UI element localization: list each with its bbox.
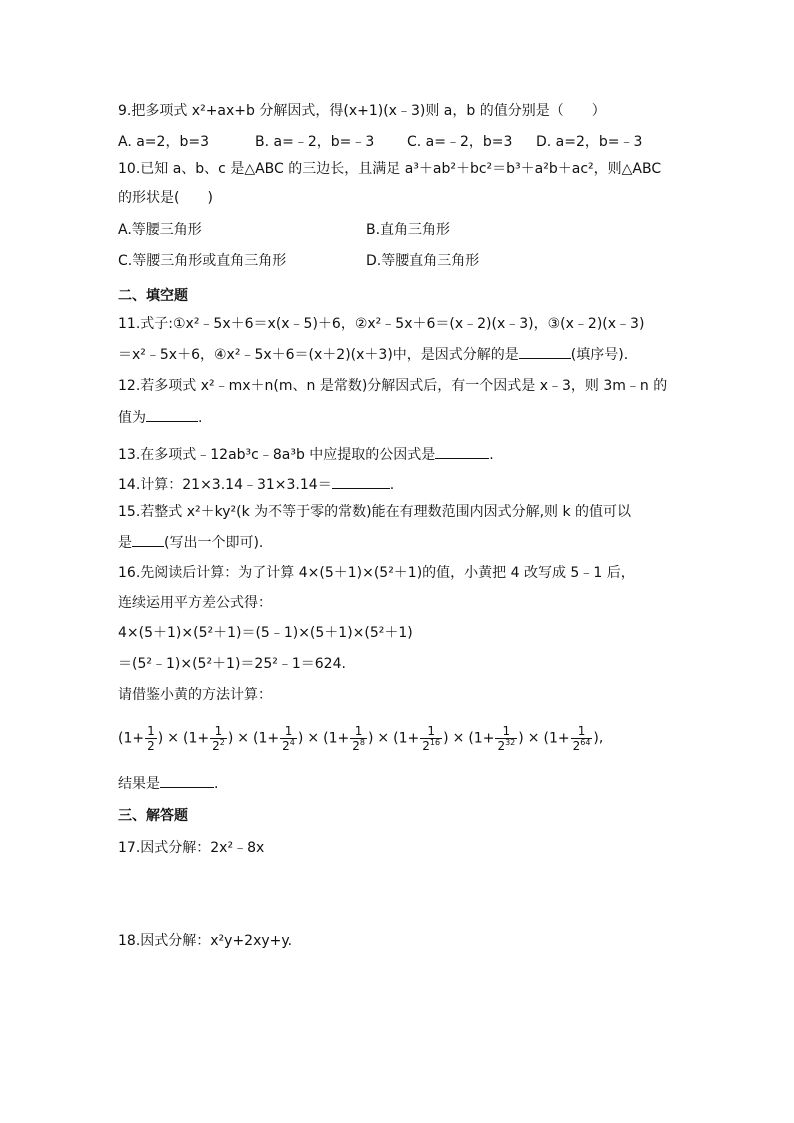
times-sign: × [452, 730, 465, 746]
q14-text: 14.计算：21×3.14﹣31×3.14＝ [118, 477, 332, 493]
q11-line1: 11.式子:①x²﹣5x＋6＝x(x﹣5)＋6，②x²﹣5x＋6＝(x﹣2)(x﹣3)，③(x﹣2)(x﹣3) [118, 316, 645, 332]
q15-line2-text: 是 [118, 535, 132, 551]
q10-option-d: D.等腰直角三角形 [366, 253, 480, 269]
q15-line2-tail: (写出一个即可). [164, 535, 264, 551]
times-sign: × [527, 730, 540, 746]
section-3-heading: 三、解答题 [118, 808, 188, 824]
q13-tail: . [489, 447, 494, 463]
q10-option-a: A.等腰三角形 [118, 222, 202, 238]
expression-tail: , [598, 730, 604, 746]
q11-answer-blank[interactable] [519, 344, 571, 359]
q16-result-line [118, 773, 218, 794]
q17-text: 17.因式分解：2x²﹣8x [118, 840, 265, 856]
q12-line1: 12.若多项式 x²﹣mx＋n(m、n 是常数)分解因式后，有一个因式是 x﹣3，则 3m﹣n 的 [118, 378, 668, 394]
times-sign: × [307, 730, 320, 746]
factor-1: (1+ $\frac{1}{2}$ ) [118, 723, 164, 753]
factor-5: (1+ $\frac{1}{2^{16}}$ ) [393, 723, 449, 753]
times-sign: × [167, 730, 179, 746]
q9-stem: 9.把多项式 x²+ax+b 分解因式，得(x+1)(x﹣3)则 a，b 的值分别是（ ） [118, 103, 606, 119]
q10-option-b: B.直角三角形 [366, 222, 451, 238]
factor-4: (1+ $\frac{1}{2^8}$ ) [323, 723, 374, 753]
q16-line5: 请借鉴小黄的方法计算： [118, 687, 272, 703]
q12-line2-text: 值为 [118, 410, 146, 426]
q12-line2 [118, 407, 202, 428]
q11-line2-text: ＝x²﹣5x＋6，④x²﹣5x＋6＝(x＋2)(x＋3)中，是因式分解的是 [118, 347, 519, 363]
q10-stem-line2: 的形状是( ) [118, 190, 213, 206]
q16-line2: 连续运用平方差公式得： [118, 595, 272, 611]
q13-line [118, 444, 494, 465]
q11-line2 [118, 344, 628, 365]
q13-text: 13.在多项式﹣12ab³c﹣8a³b 中应提取的公因式是 [118, 447, 436, 463]
q14-answer-blank[interactable] [332, 474, 390, 489]
times-sign: × [237, 730, 250, 746]
q12-answer-blank[interactable] [146, 407, 198, 422]
factor-6: (1+ $\frac{1}{2^{32}}$ ) [468, 723, 524, 753]
factor-3: (1+ $\frac{1}{2^4}$ ) [253, 723, 304, 753]
q16-line1: 16.先阅读后计算：为了计算 4×(5＋1)×(5²＋1)的值，小黄把 4 改写成 5﹣1 后， [118, 565, 635, 581]
factor-7: (1+ $\frac{1}{2^{64}}$ ) [543, 723, 599, 753]
q9-option-a: A. a=2，b=3 [118, 134, 209, 150]
q16-answer-blank[interactable] [160, 773, 214, 788]
q10-stem-line1: 10.已知 a、b、c 是△ABC 的三边长，且满足 a³＋ab²＋bc²＝b³＋a²b＋ac²，则△ABC [118, 161, 662, 177]
q16-line4: ＝(5²﹣1)×(5²＋1)＝25²﹣1＝624. [118, 656, 346, 672]
q18-text: 18.因式分解：x²y+2xy+y. [118, 933, 293, 949]
q9-option-b: B. a=﹣2，b=﹣3 [255, 134, 375, 150]
q11-line2-tail: (填序号). [570, 347, 629, 363]
q15-line2 [118, 532, 263, 553]
q15-answer-blank[interactable] [132, 532, 164, 547]
q15-line1: 15.若整式 x²＋ky²(k 为不等于零的常数)能在有理数范围内因式分解,则 k 的值可以 [118, 504, 632, 520]
q9-option-c: C. a=﹣2，b=3 [407, 134, 513, 150]
q16-line3: 4×(5＋1)×(5²＋1)＝(5﹣1)×(5＋1)×(5²＋1) [118, 625, 413, 641]
q16-result-text: 结果是 [118, 776, 160, 792]
q14-tail: . [389, 477, 395, 493]
factor-2: (1+ $\frac{1}{2^2}$ ) [182, 723, 234, 753]
section-2-heading: 二、填空题 [118, 288, 188, 304]
q16-product-expression [118, 716, 603, 760]
q13-answer-blank[interactable] [435, 444, 489, 459]
times-sign: × [377, 730, 390, 746]
q16-result-tail: . [214, 776, 219, 792]
q9-option-d: D. a=2，b=﹣3 [536, 134, 643, 150]
q12-line2-tail: . [198, 410, 203, 426]
q10-option-c: C.等腰三角形或直角三角形 [118, 253, 287, 269]
q14-line [118, 474, 394, 495]
